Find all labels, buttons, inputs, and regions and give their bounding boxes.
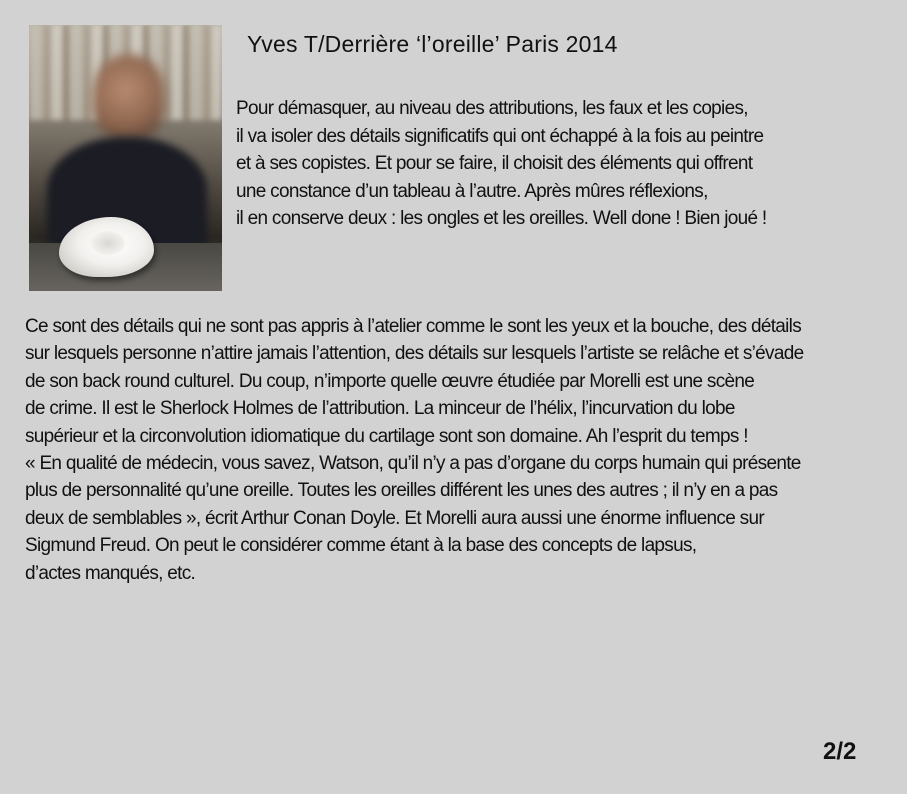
text-line: sur lesquels personne n’attire jamais l’attention, des détails sur lesquels l’artiste se relâche et s’évade	[25, 343, 804, 365]
text-line: supérieur et la circonvolution idiomatique du cartilage sont son domaine. Ah l’esprit du temps !	[25, 425, 748, 447]
text-line: plus de personnalité qu’une oreille. Toutes les oreilles différent les unes des autres ; il n’y en a pas	[25, 480, 778, 502]
text-line: Sigmund Freud. On peut le considérer comme étant à la base des concepts de lapsus,	[25, 535, 697, 557]
body-paragraph	[25, 313, 803, 587]
page-title: Yves T/Derrière ‘l’oreille’ Paris 2014	[247, 31, 618, 57]
page-number: 2/2	[823, 738, 857, 765]
text-line: « En qualité de médecin, vous savez, Watson, qu’il n’y a pas d’organe du corps humain qui présente	[25, 453, 801, 475]
text-line: une constance d’un tableau à l’autre. Après mûres réflexions,	[236, 180, 708, 202]
artwork-photo	[29, 25, 222, 291]
text-line: d’actes manqués, etc.	[25, 562, 196, 584]
text-line: de son back round culturel. Du coup, n’importe quelle œuvre étudiée par Morelli est une scène	[25, 370, 755, 392]
text-line: il en conserve deux : les ongles et les oreilles. Well done ! Bien joué !	[236, 208, 767, 230]
text-line: il va isoler des détails significatifs qui ont échappé à la fois au peintre	[236, 125, 764, 147]
text-line: Pour démasquer, au niveau des attributions, les faux et les copies,	[236, 98, 748, 119]
text-line: de crime. Il est le Sherlock Holmes de l’attribution. La minceur de l’hélix, l’incurvation du lobe	[25, 398, 735, 420]
text-line: et à ses copistes. Et pour se faire, il choisit des éléments qui offrent	[236, 153, 753, 175]
text-line: deux de semblables », écrit Arthur Conan Doyle. Et Morelli aura aussi une énorme influence sur	[25, 507, 764, 529]
blurred-head	[93, 55, 165, 141]
text-line: Ce sont des détails qui ne sont pas appris à l’atelier comme le sont les yeux et la bouche, des détails	[25, 316, 801, 337]
intro-paragraph	[236, 95, 767, 233]
